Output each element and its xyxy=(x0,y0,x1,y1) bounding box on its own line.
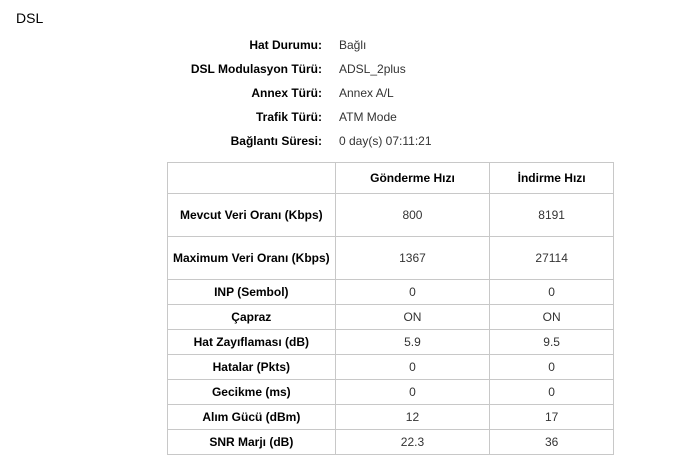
info-row-uptime xyxy=(0,129,674,153)
download-value: 8191 xyxy=(490,194,614,237)
info-value: ADSL_2plus xyxy=(339,62,406,76)
section-title: DSL xyxy=(16,10,44,26)
table-row xyxy=(168,237,614,280)
row-label: INP (Sembol) xyxy=(168,280,336,305)
upload-value: 0 xyxy=(335,280,490,305)
dsl-stats-table xyxy=(167,162,614,455)
row-label: Gecikme (ms) xyxy=(168,380,336,405)
info-value: 0 day(s) 07:11:21 xyxy=(339,134,432,148)
info-value: Bağlı xyxy=(339,38,367,52)
table-row xyxy=(168,355,614,380)
row-label: Alım Gücü (dBm) xyxy=(168,405,336,430)
upload-value: 5.9 xyxy=(335,330,490,355)
info-label: Bağlantı Süresi: xyxy=(230,134,322,148)
upload-value: 1367 xyxy=(335,237,490,280)
table-row xyxy=(168,430,614,455)
download-value: 0 xyxy=(490,380,614,405)
download-value: 17 xyxy=(490,405,614,430)
upload-value: 0 xyxy=(335,380,490,405)
info-value: Annex A/L xyxy=(339,86,394,100)
row-label: Çapraz xyxy=(168,305,336,330)
table-row xyxy=(168,305,614,330)
download-value: 0 xyxy=(490,280,614,305)
table-header-row xyxy=(168,163,614,194)
row-label: SNR Marjı (dB) xyxy=(168,430,336,455)
connection-info xyxy=(0,33,674,153)
info-row-line-status xyxy=(0,33,674,57)
table-row xyxy=(168,280,614,305)
upload-value: 800 xyxy=(335,194,490,237)
row-label: Hatalar (Pkts) xyxy=(168,355,336,380)
info-row-annex xyxy=(0,81,674,105)
download-value: 36 xyxy=(490,430,614,455)
table-row xyxy=(168,194,614,237)
table-row xyxy=(168,405,614,430)
upload-value: 22.3 xyxy=(335,430,490,455)
upload-value: ON xyxy=(335,305,490,330)
table-row xyxy=(168,330,614,355)
row-label: Hat Zayıflaması (dB) xyxy=(168,330,336,355)
info-label: Trafik Türü: xyxy=(255,110,322,124)
download-value: 0 xyxy=(490,355,614,380)
download-value: 9.5 xyxy=(490,330,614,355)
info-label: Annex Türü: xyxy=(251,86,322,100)
table-row xyxy=(168,380,614,405)
row-label: Mevcut Veri Oranı (Kbps) xyxy=(168,194,336,237)
download-value: ON xyxy=(490,305,614,330)
upload-value: 0 xyxy=(335,355,490,380)
info-row-traffic-type xyxy=(0,105,674,129)
header-empty xyxy=(168,163,336,194)
header-upload: Gönderme Hızı xyxy=(335,163,490,194)
info-label: DSL Modulasyon Türü: xyxy=(190,62,322,76)
info-value: ATM Mode xyxy=(339,110,397,124)
download-value: 27114 xyxy=(490,237,614,280)
info-row-modulation xyxy=(0,57,674,81)
upload-value: 12 xyxy=(335,405,490,430)
info-label: Hat Durumu: xyxy=(249,38,322,52)
header-download: İndirme Hızı xyxy=(490,163,614,194)
row-label: Maximum Veri Oranı (Kbps) xyxy=(168,237,336,280)
